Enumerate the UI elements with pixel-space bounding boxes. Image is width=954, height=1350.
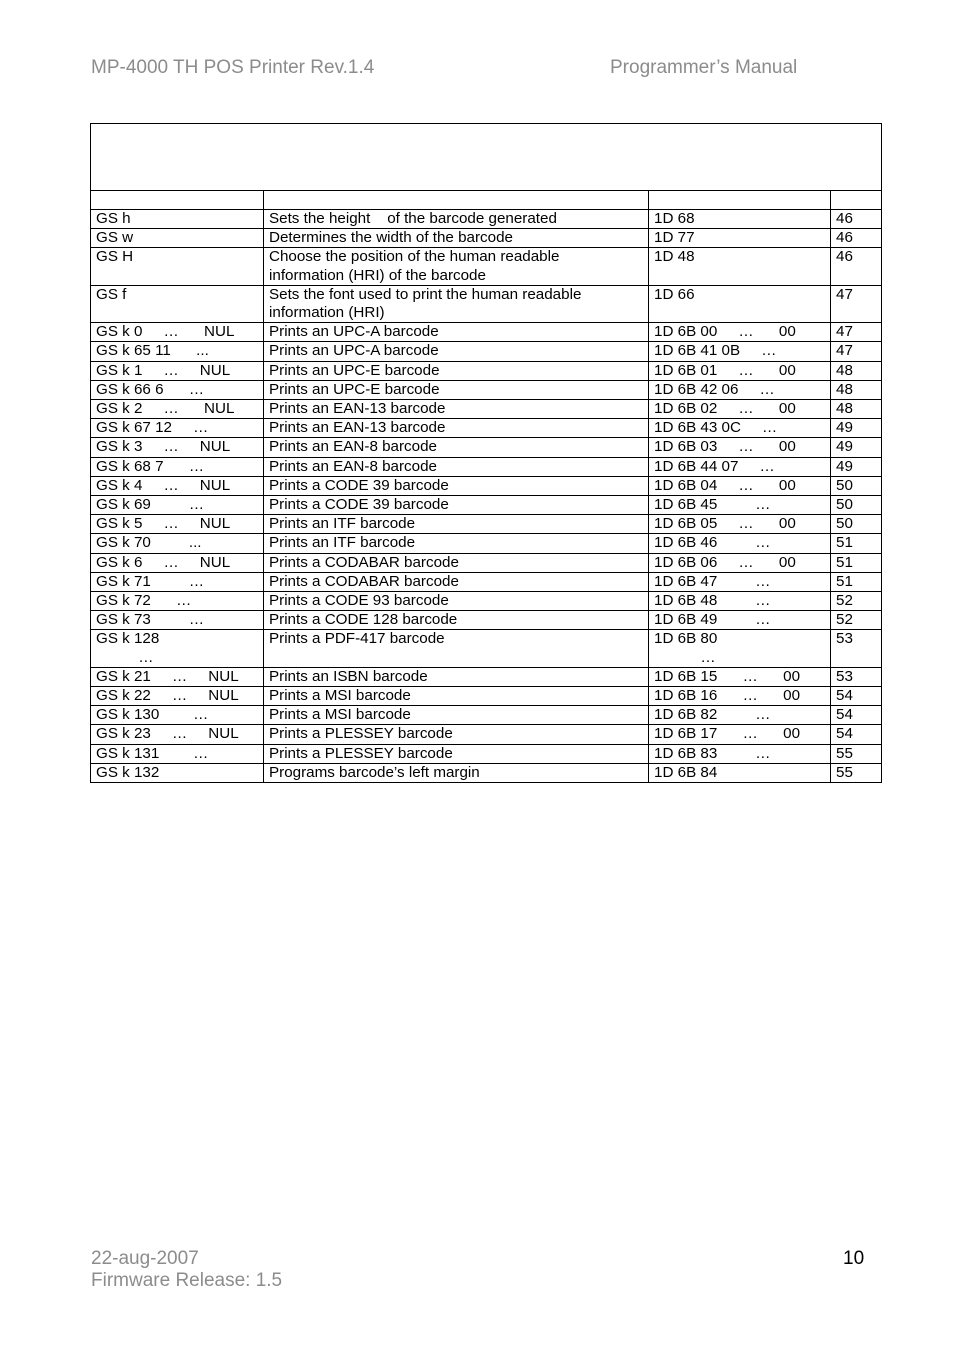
- hex-code-cell: 1D 6B 00 … 00: [649, 323, 831, 342]
- hex-code-cell: 1D 6B 42 06 …: [649, 380, 831, 399]
- command-cell: GS k 22 … NUL: [91, 687, 264, 706]
- header-cell-page: [831, 191, 882, 210]
- page-cell: 51: [831, 572, 882, 591]
- hex-code-cell: 1D 6B 03 … 00: [649, 438, 831, 457]
- description-cell: Choose the position of the human readable information (HRI) of the barcode: [264, 248, 649, 285]
- hex-code-cell: 1D 68: [649, 210, 831, 229]
- description-cell: Prints a MSI barcode: [264, 706, 649, 725]
- table-row: [91, 515, 882, 534]
- table-row: [91, 380, 882, 399]
- table-row: [91, 210, 882, 229]
- table-row: [91, 725, 882, 744]
- table-row: [91, 496, 882, 515]
- footer-firmware: Firmware Release: 1.5: [91, 1270, 283, 1291]
- table-row: [91, 744, 882, 763]
- command-cell: GS k 5 … NUL: [91, 515, 264, 534]
- description-cell: Prints an EAN-13 barcode: [264, 419, 649, 438]
- description-cell: Prints an EAN-8 barcode: [264, 438, 649, 457]
- page-cell: 54: [831, 725, 882, 744]
- page-cell: 50: [831, 496, 882, 515]
- header-cell-description: [264, 191, 649, 210]
- description-cell: Determines the width of the barcode: [264, 229, 649, 248]
- command-cell: GS k 70 ...: [91, 534, 264, 553]
- table-row: [91, 667, 882, 686]
- hex-code-cell: 1D 6B 17 … 00: [649, 725, 831, 744]
- command-cell: GS k 132: [91, 763, 264, 782]
- page-cell: 47: [831, 342, 882, 361]
- table-title-cell: [91, 124, 882, 191]
- page-cell: 54: [831, 706, 882, 725]
- page-cell: 46: [831, 210, 882, 229]
- command-cell: GS k 72 …: [91, 592, 264, 611]
- command-cell: GS k 23 … NUL: [91, 725, 264, 744]
- description-cell: Prints a CODE 128 barcode: [264, 611, 649, 630]
- page-cell: 51: [831, 534, 882, 553]
- description-cell: Prints an ITF barcode: [264, 534, 649, 553]
- table-row: [91, 438, 882, 457]
- command-cell: GS k 71 …: [91, 572, 264, 591]
- table-row: [91, 706, 882, 725]
- command-cell: GS k 1 … NUL: [91, 361, 264, 380]
- page-cell: 52: [831, 592, 882, 611]
- hex-code-cell: 1D 6B 16 … 00: [649, 687, 831, 706]
- header-cell-hex: [649, 191, 831, 210]
- table-row: [91, 611, 882, 630]
- hex-code-cell: 1D 6B 48 …: [649, 592, 831, 611]
- page-cell: 52: [831, 611, 882, 630]
- description-cell: Prints an UPC-E barcode: [264, 380, 649, 399]
- command-cell: GS k 131 …: [91, 744, 264, 763]
- command-cell: GS h: [91, 210, 264, 229]
- description-cell: Prints an UPC-A barcode: [264, 323, 649, 342]
- command-cell: GS k 65 11 ...: [91, 342, 264, 361]
- table-row: [91, 572, 882, 591]
- command-cell: GS k 2 … NUL: [91, 400, 264, 419]
- command-cell: GS w: [91, 229, 264, 248]
- hex-code-cell: 1D 6B 04 … 00: [649, 476, 831, 495]
- page-cell: 55: [831, 763, 882, 782]
- description-cell: Prints an EAN-13 barcode: [264, 400, 649, 419]
- header-document-title: MP-4000 TH POS Printer Rev.1.4: [91, 57, 375, 78]
- description-cell: Prints an UPC-A barcode: [264, 342, 649, 361]
- table-row: [91, 285, 882, 322]
- hex-code-cell: 1D 6B 80 …: [649, 630, 831, 667]
- description-cell: Prints a PLESSEY barcode: [264, 725, 649, 744]
- header-cell-command: [91, 191, 264, 210]
- header-manual-title: Programmer’s Manual: [610, 57, 798, 78]
- table-row: [91, 592, 882, 611]
- description-cell: Prints a CODE 39 barcode: [264, 476, 649, 495]
- description-cell: Prints a PDF-417 barcode: [264, 630, 649, 667]
- page-number: 10: [843, 1248, 865, 1269]
- description-cell: Prints a MSI barcode: [264, 687, 649, 706]
- page-cell: 48: [831, 361, 882, 380]
- hex-code-cell: 1D 6B 83 …: [649, 744, 831, 763]
- page-cell: 54: [831, 687, 882, 706]
- command-cell: GS k 4 … NUL: [91, 476, 264, 495]
- page-cell: 53: [831, 630, 882, 667]
- description-cell: Prints a PLESSEY barcode: [264, 744, 649, 763]
- command-cell: GS k 66 6 …: [91, 380, 264, 399]
- page-cell: 50: [831, 515, 882, 534]
- command-cell: GS k 69 …: [91, 496, 264, 515]
- table-title-row: [91, 124, 882, 191]
- command-cell: GS k 3 … NUL: [91, 438, 264, 457]
- page-cell: 51: [831, 553, 882, 572]
- description-cell: Prints an ITF barcode: [264, 515, 649, 534]
- command-cell: GS k 68 7 …: [91, 457, 264, 476]
- hex-code-cell: 1D 6B 47 …: [649, 572, 831, 591]
- hex-code-cell: 1D 6B 45 …: [649, 496, 831, 515]
- description-cell: Prints an UPC-E barcode: [264, 361, 649, 380]
- hex-code-cell: 1D 6B 41 0B …: [649, 342, 831, 361]
- description-cell: Sets the font used to print the human readable information (HRI): [264, 285, 649, 322]
- table-row: [91, 229, 882, 248]
- footer-date: 22-aug-2007: [91, 1248, 199, 1269]
- page-cell: 47: [831, 323, 882, 342]
- table-row: [91, 248, 882, 285]
- description-cell: Programs barcode’s left margin: [264, 763, 649, 782]
- page-cell: 46: [831, 229, 882, 248]
- hex-code-cell: 1D 6B 46 …: [649, 534, 831, 553]
- hex-code-cell: 1D 6B 02 … 00: [649, 400, 831, 419]
- hex-code-cell: 1D 6B 06 … 00: [649, 553, 831, 572]
- description-cell: Prints a CODE 39 barcode: [264, 496, 649, 515]
- page-cell: 49: [831, 457, 882, 476]
- table-header-row: [91, 191, 882, 210]
- command-table: [90, 123, 882, 783]
- hex-code-cell: 1D 48: [649, 248, 831, 285]
- table-row: [91, 342, 882, 361]
- table-row: [91, 687, 882, 706]
- table-row: [91, 763, 882, 782]
- table-row: [91, 553, 882, 572]
- command-cell: GS k 130 …: [91, 706, 264, 725]
- description-cell: Sets the height of the barcode generated: [264, 210, 649, 229]
- command-cell: GS k 6 … NUL: [91, 553, 264, 572]
- hex-code-cell: 1D 6B 82 …: [649, 706, 831, 725]
- page-cell: 46: [831, 248, 882, 285]
- page-cell: 55: [831, 744, 882, 763]
- hex-code-cell: 1D 6B 49 …: [649, 611, 831, 630]
- table-row: [91, 419, 882, 438]
- page-cell: 50: [831, 476, 882, 495]
- page-cell: 49: [831, 438, 882, 457]
- table-row: [91, 476, 882, 495]
- description-cell: Prints a CODABAR barcode: [264, 572, 649, 591]
- command-cell: GS k 128 …: [91, 630, 264, 667]
- description-cell: Prints a CODABAR barcode: [264, 553, 649, 572]
- table-row: [91, 323, 882, 342]
- page-cell: 48: [831, 400, 882, 419]
- description-cell: Prints an EAN-8 barcode: [264, 457, 649, 476]
- hex-code-cell: 1D 66: [649, 285, 831, 322]
- table-row: [91, 457, 882, 476]
- hex-code-cell: 1D 6B 05 … 00: [649, 515, 831, 534]
- page-cell: 48: [831, 380, 882, 399]
- hex-code-cell: 1D 6B 01 … 00: [649, 361, 831, 380]
- hex-code-cell: 1D 6B 44 07 …: [649, 457, 831, 476]
- hex-code-cell: 1D 6B 15 … 00: [649, 667, 831, 686]
- hex-code-cell: 1D 77: [649, 229, 831, 248]
- description-cell: Prints a CODE 93 barcode: [264, 592, 649, 611]
- command-cell: GS f: [91, 285, 264, 322]
- hex-code-cell: 1D 6B 84: [649, 763, 831, 782]
- hex-code-cell: 1D 6B 43 0C …: [649, 419, 831, 438]
- description-cell: Prints an ISBN barcode: [264, 667, 649, 686]
- table-row: [91, 361, 882, 380]
- table-row: [91, 400, 882, 419]
- page-cell: 47: [831, 285, 882, 322]
- table-row: [91, 534, 882, 553]
- command-cell: GS k 0 … NUL: [91, 323, 264, 342]
- page-cell: 53: [831, 667, 882, 686]
- command-cell: GS k 73 …: [91, 611, 264, 630]
- command-cell: GS H: [91, 248, 264, 285]
- page-cell: 49: [831, 419, 882, 438]
- command-cell: GS k 21 … NUL: [91, 667, 264, 686]
- command-cell: GS k 67 12 …: [91, 419, 264, 438]
- table-row: [91, 630, 882, 667]
